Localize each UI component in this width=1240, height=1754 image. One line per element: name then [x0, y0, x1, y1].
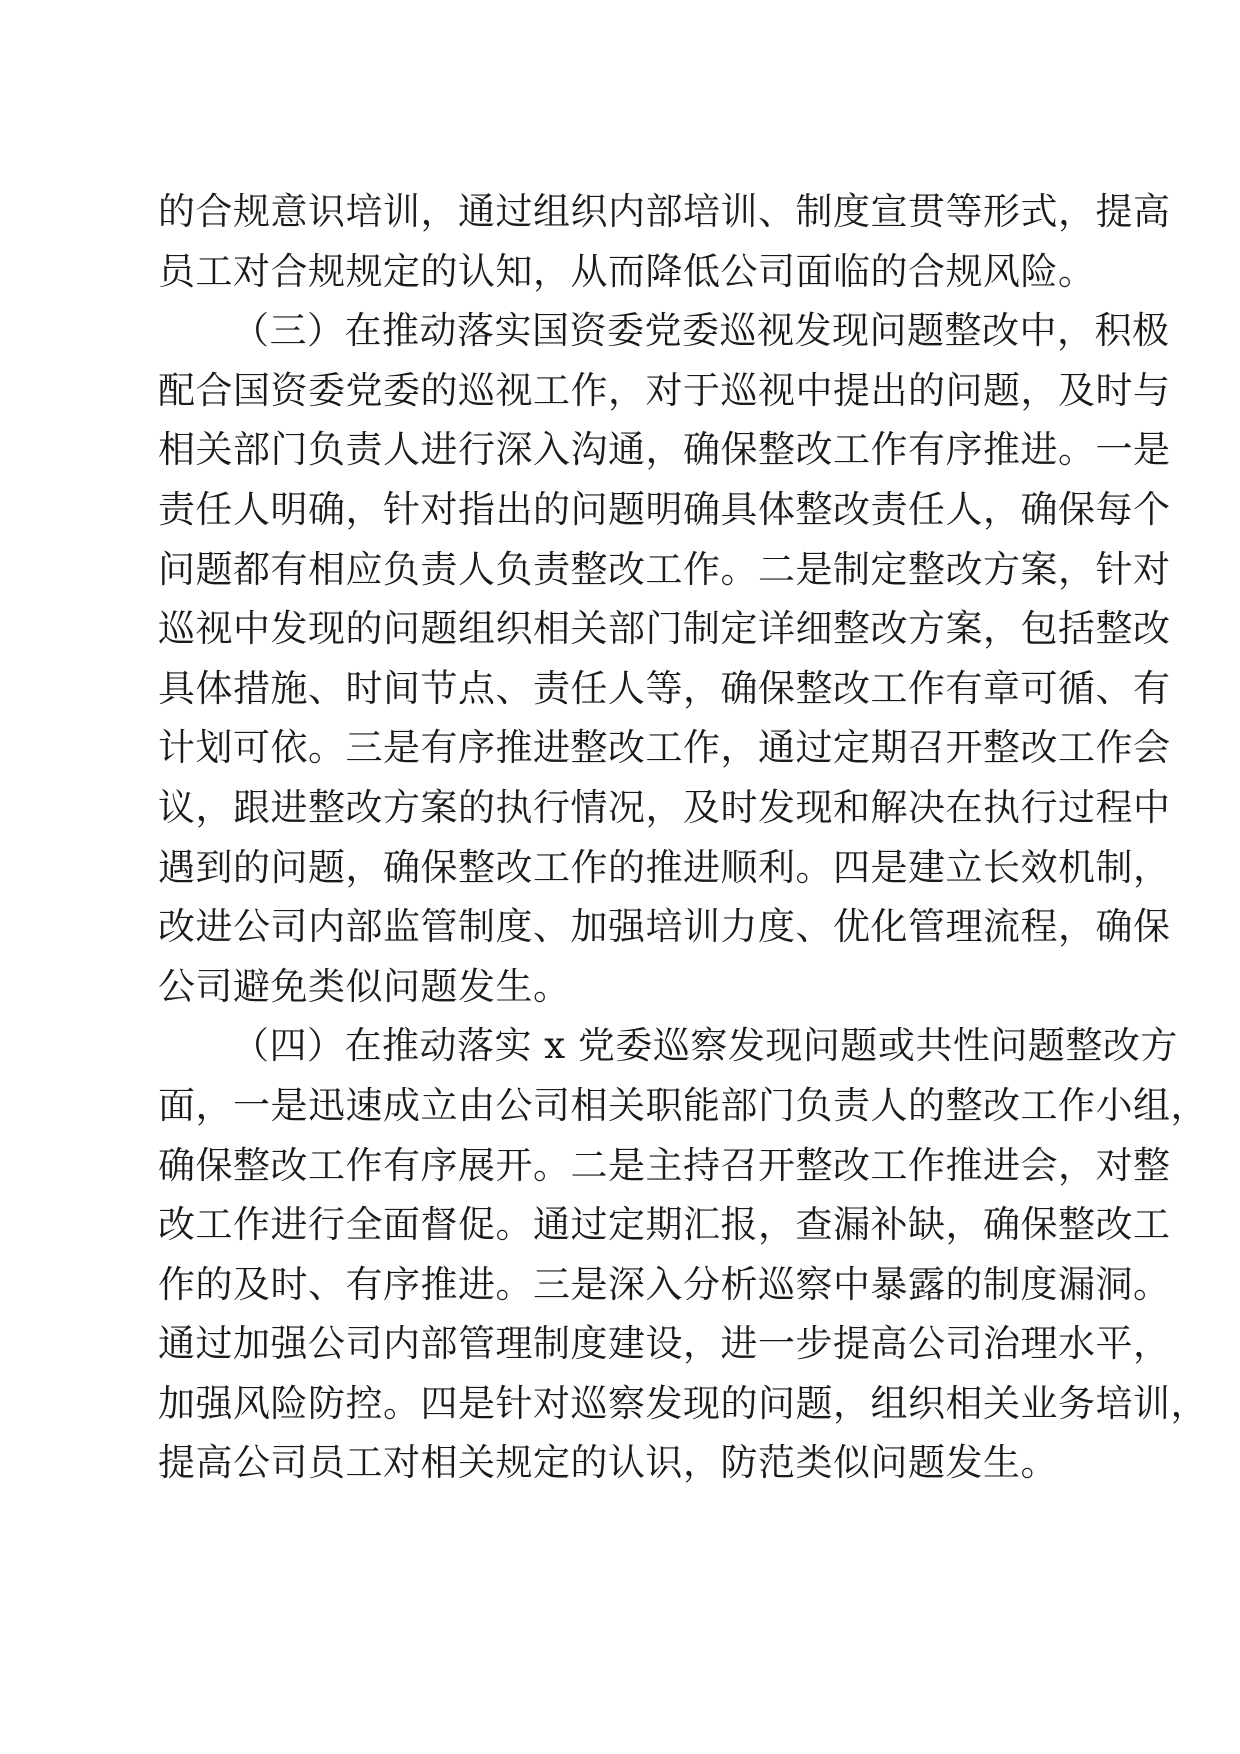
- text-line: 加强风险防控。四是针对巡察发现的问题，组织相关业务培训，: [158, 1381, 1208, 1425]
- text-line: 的合规意识培训，通过组织内部培训、制度宣贯等形式，提高: [158, 190, 1171, 233]
- text-line: 责任人明确，针对指出的问题明确具体整改责任人，确保每个: [158, 487, 1171, 531]
- text-line: 改进公司内部监管制度、加强培训力度、优化管理流程，确保: [158, 905, 1171, 949]
- paragraph-section-4: [158, 1016, 1208, 1493]
- paragraph-section-3: [158, 301, 1171, 1016]
- text-line: 面，一是迅速成立由公司相关职能部门负责人的整改工作小组，: [158, 1083, 1208, 1127]
- text-line: 确保整改工作有序展开。二是主持召开整改工作推进会，对整: [158, 1143, 1171, 1187]
- text-line: 公司避免类似问题发生。: [158, 964, 571, 1008]
- text-line: 问题都有相应负责人负责整改工作。二是制定整改方案，针对: [158, 547, 1171, 591]
- text-line: （三）在推动落实国资委党委巡视发现问题整改中，积极: [232, 309, 1170, 353]
- document-body: [158, 182, 1208, 1493]
- text-line: 议，跟进整改方案的执行情况，及时发现和解决在执行过程中: [158, 785, 1171, 829]
- text-line: 提高公司员工对相关规定的认识，防范类似问题发生。: [158, 1441, 1058, 1485]
- text-line: 遇到的问题，确保整改工作的推进顺利。四是建立长效机制，: [158, 845, 1171, 889]
- text-line: 配合国资委党委的巡视工作，对于巡视中提出的问题，及时与: [158, 368, 1171, 412]
- text-line: 改工作进行全面督促。通过定期汇报，查漏补缺，确保整改工: [158, 1203, 1171, 1247]
- text-line: 具体措施、时间节点、责任人等，确保整改工作有章可循、有: [158, 666, 1171, 710]
- text-line: 员工对合规规定的认知，从而降低公司面临的合规风险。: [158, 249, 1096, 293]
- text-line: 通过加强公司内部管理制度建设，进一步提高公司治理水平，: [158, 1322, 1171, 1366]
- text-line: （四）在推动落实 x 党委巡察发现问题或共性问题整改方: [232, 1024, 1178, 1068]
- text-line: 相关部门负责人进行深入沟通，确保整改工作有序推进。一是: [158, 428, 1171, 472]
- text-line: 巡视中发现的问题组织相关部门制定详细整改方案，包括整改: [158, 607, 1171, 651]
- text-line: 作的及时、有序推进。三是深入分析巡察中暴露的制度漏洞。: [158, 1262, 1171, 1306]
- text-line: 计划可依。三是有序推进整改工作，通过定期召开整改工作会: [158, 726, 1171, 770]
- paragraph-continued: [158, 182, 1171, 301]
